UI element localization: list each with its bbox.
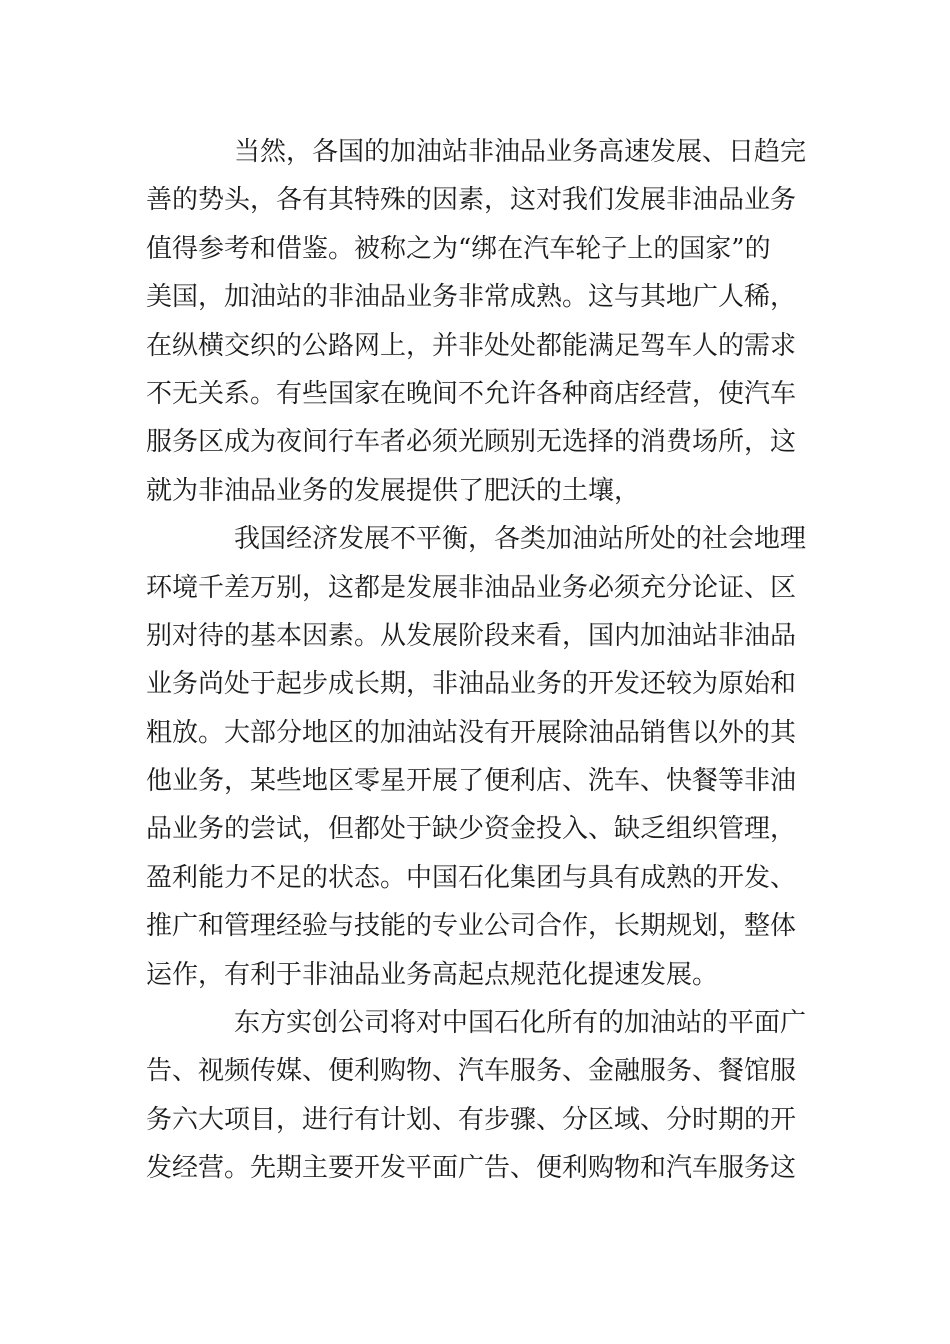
paragraph-3	[146, 999, 806, 1193]
text-line: 他业务，某些地区零星开展了便利店、洗车、快餐等非油	[146, 766, 797, 797]
text-line: 盈利能力不足的状态。中国石化集团与具有成熟的开发、	[146, 862, 797, 893]
text-line: 务六大项目，进行有计划、有步骤、分区域、分时期的开	[146, 1104, 797, 1135]
text-line: 东方实创公司将对中国石化所有的加油站的平面广	[234, 1008, 806, 1039]
text-line: 不无关系。有些国家在晚间不允许各种商店经营，使汽车	[146, 378, 797, 409]
text-line: 粗放。大部分地区的加油站没有开展除油品销售以外的其	[146, 717, 797, 748]
text-line: 发经营。先期主要开发平面广告、便利购物和汽车服务这	[146, 1153, 797, 1184]
paragraph-2	[146, 515, 806, 999]
text-line: 业务尚处于起步成长期，非油品业务的开发还较为原始和	[146, 669, 797, 700]
text-line: 当然，各国的加油站非油品业务高速发展、日趋完	[234, 137, 806, 167]
document-body	[146, 128, 806, 1193]
text-line: 善的势头，各有其特殊的因素，这对我们发展非油品业务	[146, 185, 797, 216]
text-line: 运作，有利于非油品业务高起点规范化提速发展。	[146, 959, 719, 990]
text-line: 推广和管理经验与技能的专业公司合作，长期规划，整体	[146, 911, 797, 942]
text-line: 别对待的基本因素。从发展阶段来看，国内加油站非油品	[146, 620, 797, 651]
text-line: 值得参考和借鉴。被称之为“绑在汽车轮子上的国家”的	[146, 233, 771, 264]
paragraph-1	[146, 128, 806, 515]
text-line: 品业务的尝试，但都处于缺少资金投入、缺乏组织管理，	[146, 814, 797, 845]
text-line: 就为非油品业务的发展提供了肥沃的土壤，	[146, 475, 641, 506]
text-line: 美国，加油站的非油品业务非常成熟。这与其地广人稀，	[146, 282, 797, 313]
text-line: 告、视频传媒、便利购物、汽车服务、金融服务、餐馆服	[146, 1056, 797, 1087]
text-line: 服务区成为夜间行车者必须光顾别无选择的消费场所，这	[146, 427, 797, 458]
text-line: 我国经济发展不平衡，各类加油站所处的社会地理	[234, 524, 806, 555]
text-line: 在纵横交织的公路网上，并非处处都能满足驾车人的需求	[146, 330, 797, 361]
text-line: 环境千差万别，这都是发展非油品业务必须充分论证、区	[146, 572, 797, 603]
